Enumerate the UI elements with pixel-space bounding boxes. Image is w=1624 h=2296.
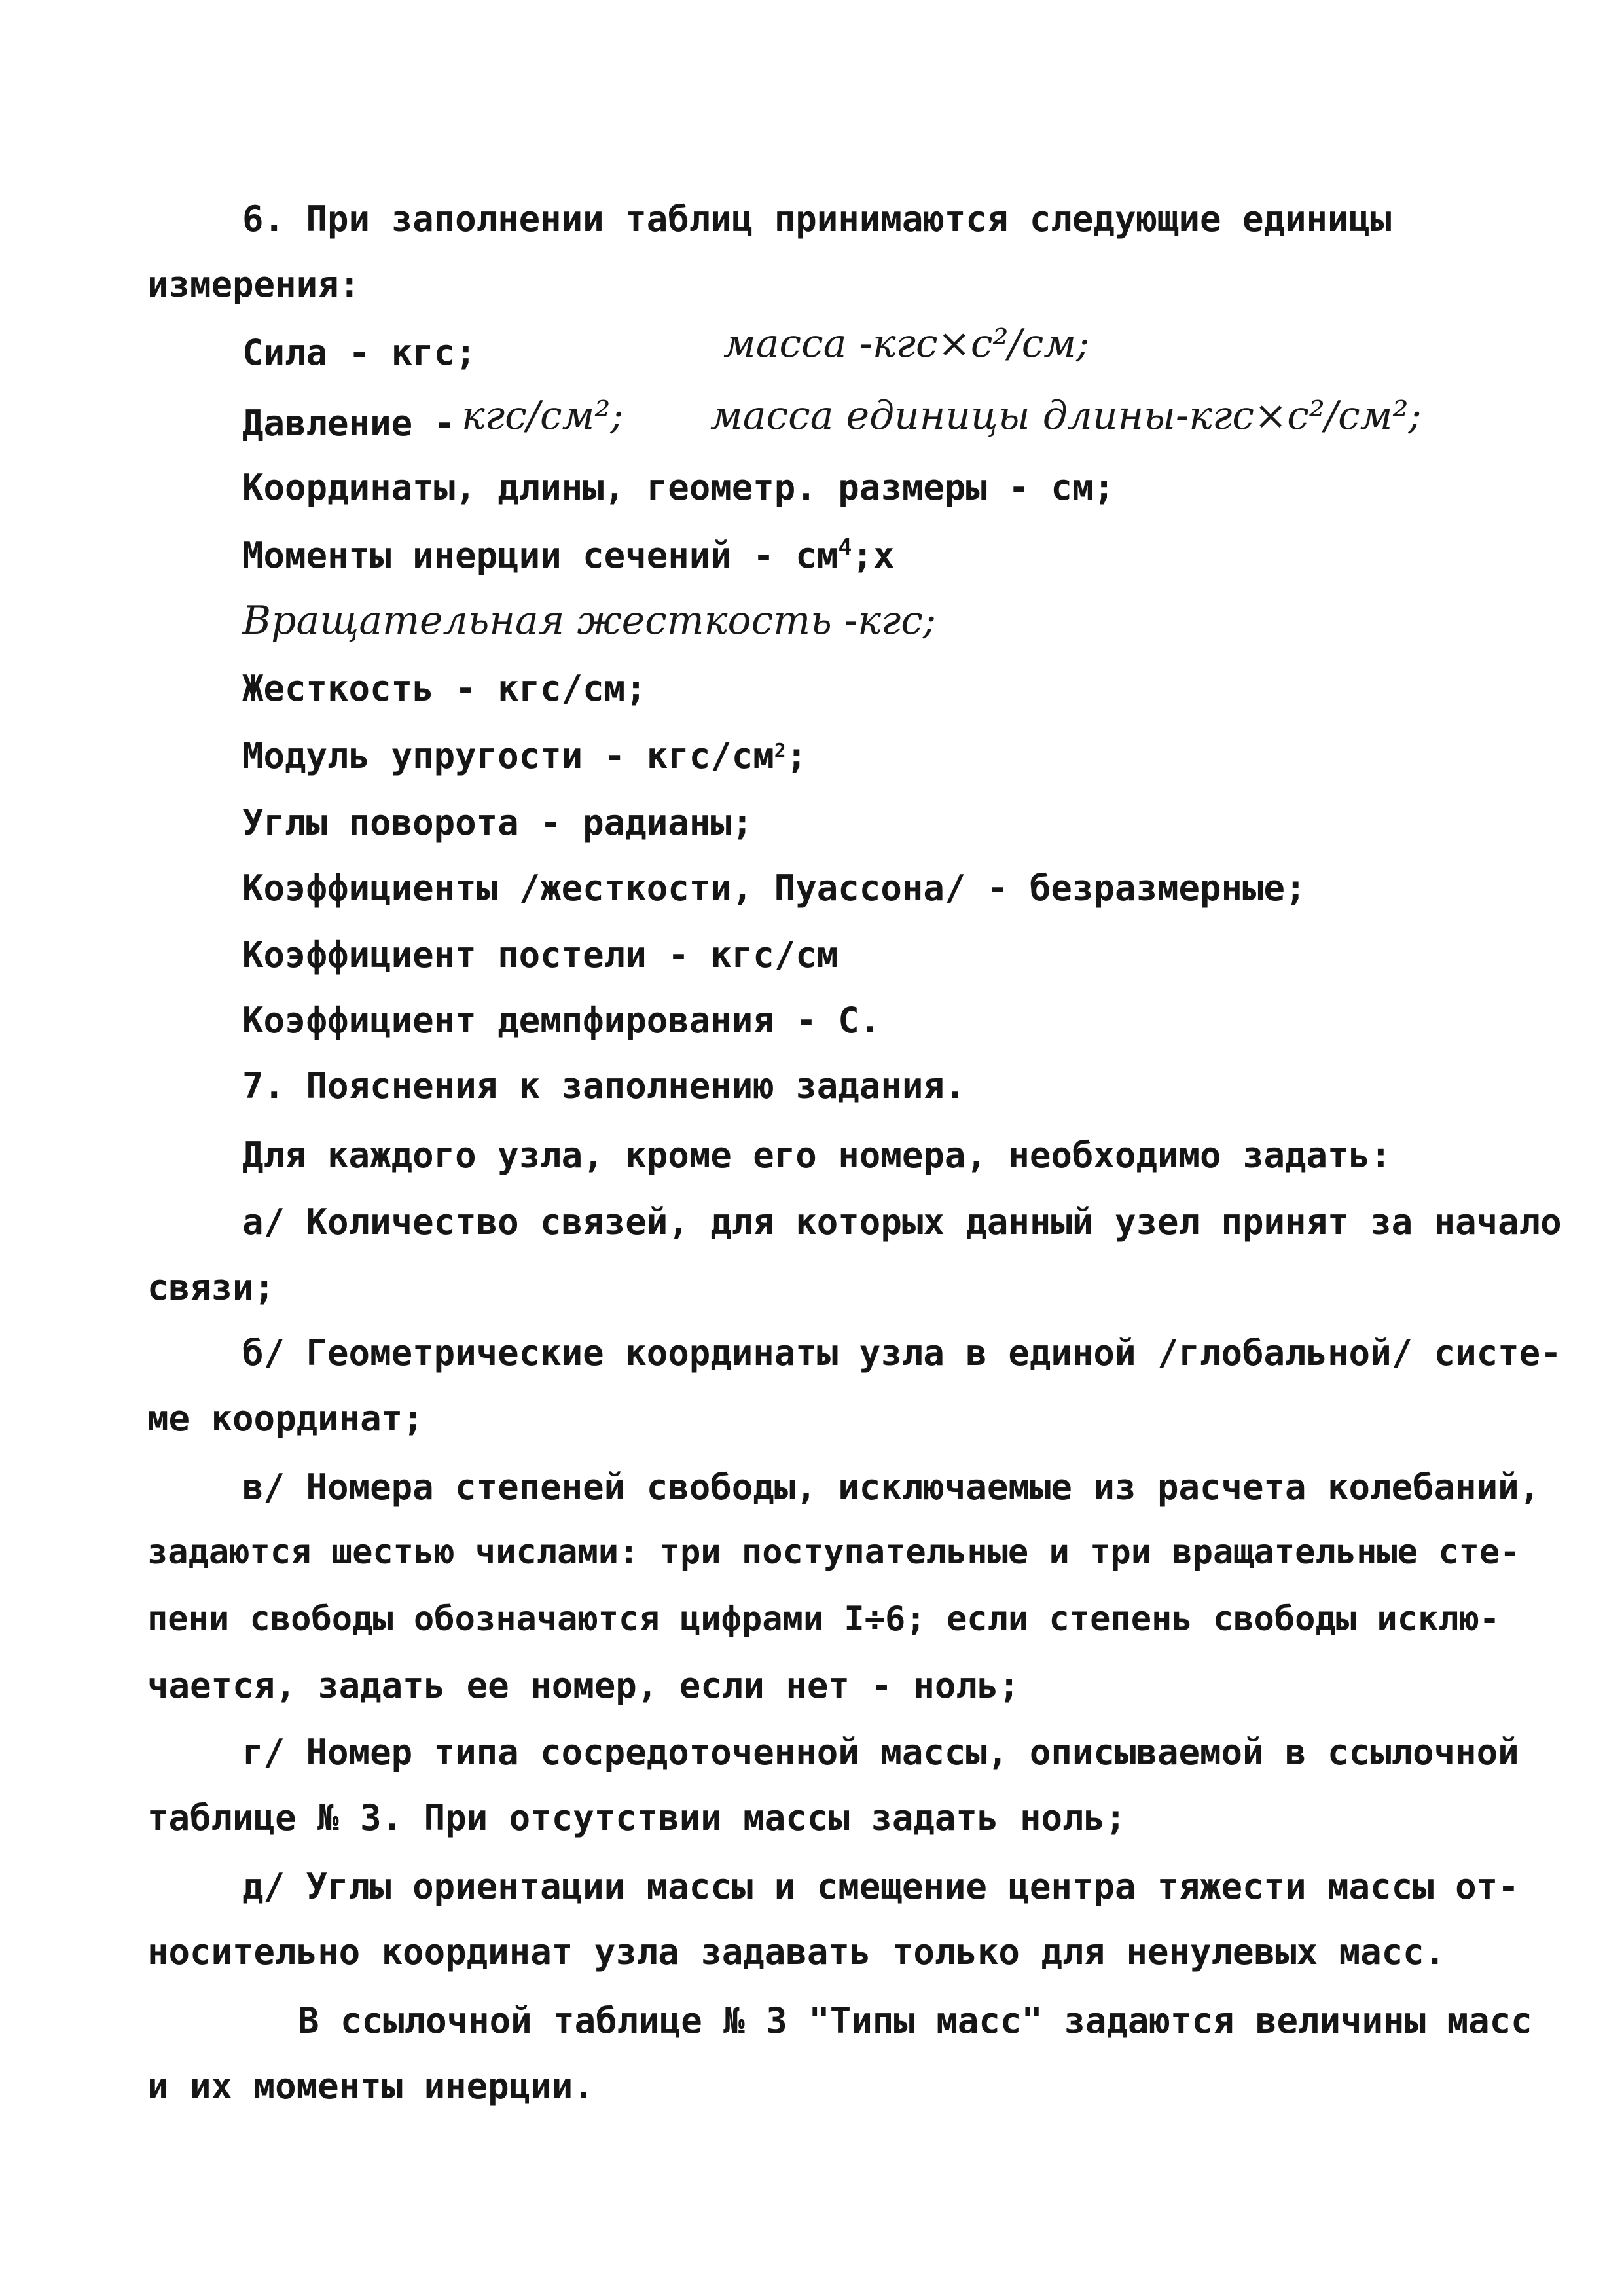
section-7-intro: Для каждого узла, кроме его номера, необходимо задать: (242, 1135, 1392, 1176)
handwritten-rotational-stiffness: Вращательная жесткость -кгс; (242, 598, 937, 644)
unit-coordinates: Координаты, длины, геометр. размеры - см; (242, 467, 1115, 508)
item-a-line-1: а/ Количество связей, для которых данный узел принят за начало (242, 1201, 1562, 1243)
item-e-line-2: носительно координат узла задавать только для ненулевых масс. (147, 1931, 1446, 1973)
paragraph-6-line-2: измерения: (147, 264, 361, 305)
unit-pressure: Давление - (242, 403, 456, 444)
unit-modulus-tail: ; (785, 735, 808, 776)
unit-modulus-text: Модуль упругости - кгс/см (242, 735, 774, 776)
unit-stiffness: Жесткость - кгс/см; (242, 668, 647, 709)
table-3-note-line-2: и их моменты инерции. (147, 2066, 594, 2107)
item-d-line-1: г/ Номер типа сосредоточенной массы, описываемой в ссылочной (242, 1732, 1519, 1773)
unit-subgrade: Коэффициент постели - кгс/см (242, 934, 839, 975)
item-c-line-2: задаются шестью числами: три поступательные и три вращательные сте- (147, 1533, 1521, 1572)
item-c-line-4: чается, задать ее номер, если нет - ноль; (147, 1665, 1020, 1706)
handwritten-mass-per-length: масса единицы длины-кгс×с²/см²; (710, 393, 1422, 439)
superscript-2: 2 (774, 739, 786, 763)
handwritten-pressure-unit: кгс/см²; (461, 393, 624, 439)
unit-angles: Углы поворота - радианы; (242, 802, 753, 843)
unit-inertia-text: Моменты инерции сечений - см (242, 535, 839, 576)
item-b-line-2: ме координат; (147, 1398, 424, 1439)
item-b-line-1: б/ Геометрические координаты узла в единой /глобальной/ систе- (242, 1332, 1562, 1374)
paragraph-6-line-1: 6. При заполнении таблиц принимаются следующие единицы (242, 198, 1392, 240)
item-a-line-2: связи; (147, 1267, 276, 1308)
unit-coefficients: Коэффициенты /жесткости, Пуассона/ - безразмерные; (242, 867, 1307, 909)
table-3-note-line-1: В ссылочной таблице № 3 "Типы масс" задаются величины масс (298, 2000, 1532, 2041)
item-c-line-1: в/ Номера степеней свободы, исключаемые из расчета колебаний, (242, 1467, 1541, 1508)
handwritten-mass-unit: масса -кгс×с²/см; (723, 321, 1090, 367)
section-7-title: 7. Пояснения к заполнению задания. (242, 1065, 966, 1106)
unit-damping: Коэффициент демпфирования - С. (242, 1000, 881, 1041)
unit-modulus (242, 735, 808, 776)
unit-force: Сила - кгс; (242, 332, 477, 373)
unit-inertia (242, 534, 895, 576)
unit-inertia-tail: ;x (852, 535, 895, 576)
item-c-line-3: пени свободы обозначаются цифрами I÷6; если степень свободы исклю- (147, 1599, 1500, 1639)
superscript-4: 4 (838, 534, 852, 561)
item-e-line-1: д/ Углы ориентации массы и смещение центра тяжести массы от- (242, 1866, 1519, 1907)
item-d-line-2: таблице № 3. При отсутствии массы задать ноль; (147, 1797, 1127, 1838)
